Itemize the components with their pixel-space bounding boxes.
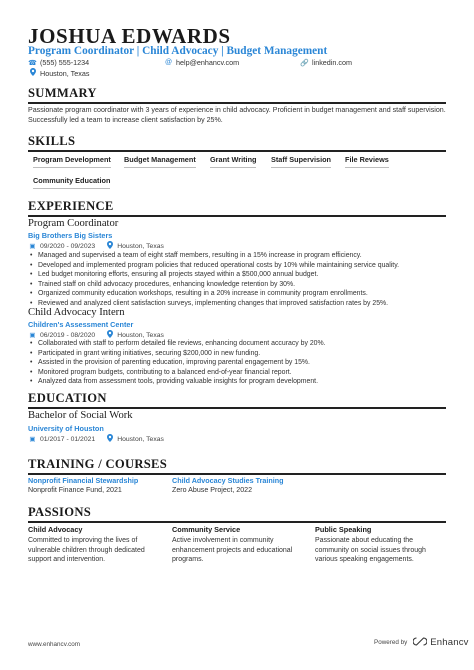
location-pin-icon bbox=[105, 241, 114, 251]
skill-tag: Community Education bbox=[33, 176, 110, 189]
passion-line: enhancement projects and educational bbox=[172, 546, 293, 554]
passions-divider bbox=[28, 521, 446, 523]
summary-heading: SUMMARY bbox=[28, 86, 97, 100]
job-bullet: • Organized community education workshops, resulting in a 20% increase in community program enrollments. bbox=[28, 289, 446, 299]
passion-description bbox=[315, 536, 445, 565]
job-bullet: • Analyzed data from assessment tools, providing valuable insights for program development. bbox=[28, 377, 446, 387]
job-title: Program Coordinator bbox=[28, 218, 119, 229]
passion-line: Committed to improving the lives of bbox=[28, 537, 138, 544]
skills-heading: SKILLS bbox=[28, 134, 76, 148]
location-pin-icon bbox=[28, 68, 37, 78]
course-title[interactable]: Child Advocacy Studies Training bbox=[172, 476, 284, 485]
passion-line: Active involvement in community bbox=[172, 537, 274, 544]
footer-website[interactable]: www.enhancv.com bbox=[28, 641, 81, 648]
link-icon: 🔗 bbox=[300, 59, 309, 67]
education-location: Houston, Texas bbox=[117, 435, 164, 443]
skill-tag: Staff Supervision bbox=[271, 155, 331, 168]
passion-description bbox=[28, 536, 158, 565]
summary-line: Successfully led a team to increase client satisfaction by 25%. bbox=[28, 115, 223, 124]
job-dates: 09/2020 - 09/2023 bbox=[40, 242, 96, 250]
enhancv-logo-icon bbox=[413, 637, 427, 648]
passion-line: support and intervention. bbox=[28, 556, 106, 564]
skill-tag: File Reviews bbox=[345, 155, 389, 168]
location-pin-icon bbox=[105, 434, 114, 444]
education-divider bbox=[28, 407, 446, 409]
contact-linkedin[interactable] bbox=[300, 58, 352, 67]
summary-divider bbox=[28, 102, 446, 104]
passion-line: Passionate about educating the bbox=[315, 537, 414, 544]
training-heading: TRAINING / COURSES bbox=[28, 457, 168, 471]
job-bullet: • Trained staff on child advocacy procedures, enhancing knowledge retention by 30%. bbox=[28, 280, 446, 290]
job-location: Houston, Texas bbox=[117, 331, 164, 339]
job-bullet: • Managed and supervised a team of eight staff members, resulting in a 15% increase in program efficiency. bbox=[28, 251, 446, 261]
job-bullets bbox=[28, 251, 446, 309]
phone-text: (555) 555-1234 bbox=[40, 58, 90, 67]
linkedin-text[interactable]: linkedin.com bbox=[312, 58, 352, 67]
skill-tag: Program Development bbox=[33, 155, 111, 168]
experience-divider bbox=[28, 215, 446, 217]
job-bullet: • Assisted in the provision of parenting education, improving parental engagement by 15%. bbox=[28, 358, 446, 368]
job-bullet: • Collaborated with staff to perform detailed file reviews, enhancing document accuracy by 20%. bbox=[28, 339, 446, 349]
job-bullets bbox=[28, 339, 446, 387]
summary-text bbox=[28, 106, 446, 125]
passion-title: Public Speaking bbox=[315, 525, 372, 534]
course-provider: Nonprofit Finance Fund, 2021 bbox=[28, 486, 122, 494]
at-icon: @ bbox=[164, 59, 173, 66]
brand-text: Enhancv bbox=[430, 637, 469, 648]
skill-tag: Grant Writing bbox=[210, 155, 256, 168]
calendar-icon: ▣ bbox=[29, 436, 36, 443]
job-bullet: • Monitored program budgets, contributing to a balanced end-of-year financial report. bbox=[28, 368, 446, 378]
job-meta bbox=[28, 241, 164, 251]
job-dates: 06/2019 - 08/2020 bbox=[40, 331, 96, 339]
contact-location bbox=[28, 68, 89, 78]
candidate-tagline: Program Coordinator | Child Advocacy | Budget Management bbox=[28, 45, 328, 57]
education-dates: 01/2017 - 01/2021 bbox=[40, 435, 96, 443]
job-company[interactable]: Children's Assessment Center bbox=[28, 320, 134, 329]
contact-phone bbox=[28, 58, 89, 67]
passions-heading: PASSIONS bbox=[28, 505, 92, 519]
skills-divider bbox=[28, 150, 446, 152]
course-title[interactable]: Nonprofit Financial Stewardship bbox=[28, 476, 139, 485]
summary-line: Passionate program coordinator with 3 years of experience in child advocacy. Proficient in budget management and staff supervision. bbox=[28, 106, 446, 114]
skill-tag: Budget Management bbox=[124, 155, 196, 168]
course-provider: Zero Abuse Project, 2022 bbox=[172, 486, 253, 494]
job-bullet: • Participated in grant writing initiatives, securing $200,000 in new funding. bbox=[28, 349, 446, 359]
passion-line: vulnerable children through dedicated bbox=[28, 546, 145, 554]
calendar-icon: ▣ bbox=[29, 332, 36, 339]
job-bullet: • Reviewed and analyzed client satisfaction surveys, implementing changes that improved satisfaction rates by 25%. bbox=[28, 299, 446, 309]
passion-line: community on social issues through bbox=[315, 546, 426, 554]
passion-description bbox=[172, 536, 302, 565]
passion-title: Community Service bbox=[172, 525, 241, 534]
education-meta bbox=[28, 434, 164, 444]
education-degree: Bachelor of Social Work bbox=[28, 410, 133, 421]
email-text[interactable]: help@enhancv.com bbox=[176, 58, 240, 67]
contact-email[interactable] bbox=[164, 58, 239, 67]
job-company[interactable]: Big Brothers Big Sisters bbox=[28, 231, 113, 240]
candidate-name: JOSHUA EDWARDS bbox=[28, 24, 231, 48]
passion-line: various speaking engagements. bbox=[315, 556, 414, 564]
powered-by-text: Powered by bbox=[374, 639, 408, 646]
location-text: Houston, Texas bbox=[40, 68, 90, 78]
calendar-icon: ▣ bbox=[29, 243, 36, 250]
passion-title: Child Advocacy bbox=[28, 525, 83, 534]
training-divider bbox=[28, 473, 446, 475]
education-school[interactable]: University of Houston bbox=[28, 424, 104, 433]
job-title: Child Advocacy Intern bbox=[28, 307, 125, 318]
job-bullet: • Led budget monitoring efforts, ensuring all projects stayed within a $500,000 annual budget. bbox=[28, 270, 446, 280]
footer-branding[interactable] bbox=[374, 637, 469, 648]
experience-heading: EXPERIENCE bbox=[28, 199, 114, 213]
job-location: Houston, Texas bbox=[117, 242, 164, 250]
phone-icon: ☎ bbox=[28, 59, 37, 67]
education-heading: EDUCATION bbox=[28, 391, 107, 405]
passion-line: programs. bbox=[172, 556, 204, 564]
job-bullet: • Developed and implemented program policies that reduced operational costs by 10% while maintaining service quality. bbox=[28, 261, 446, 271]
